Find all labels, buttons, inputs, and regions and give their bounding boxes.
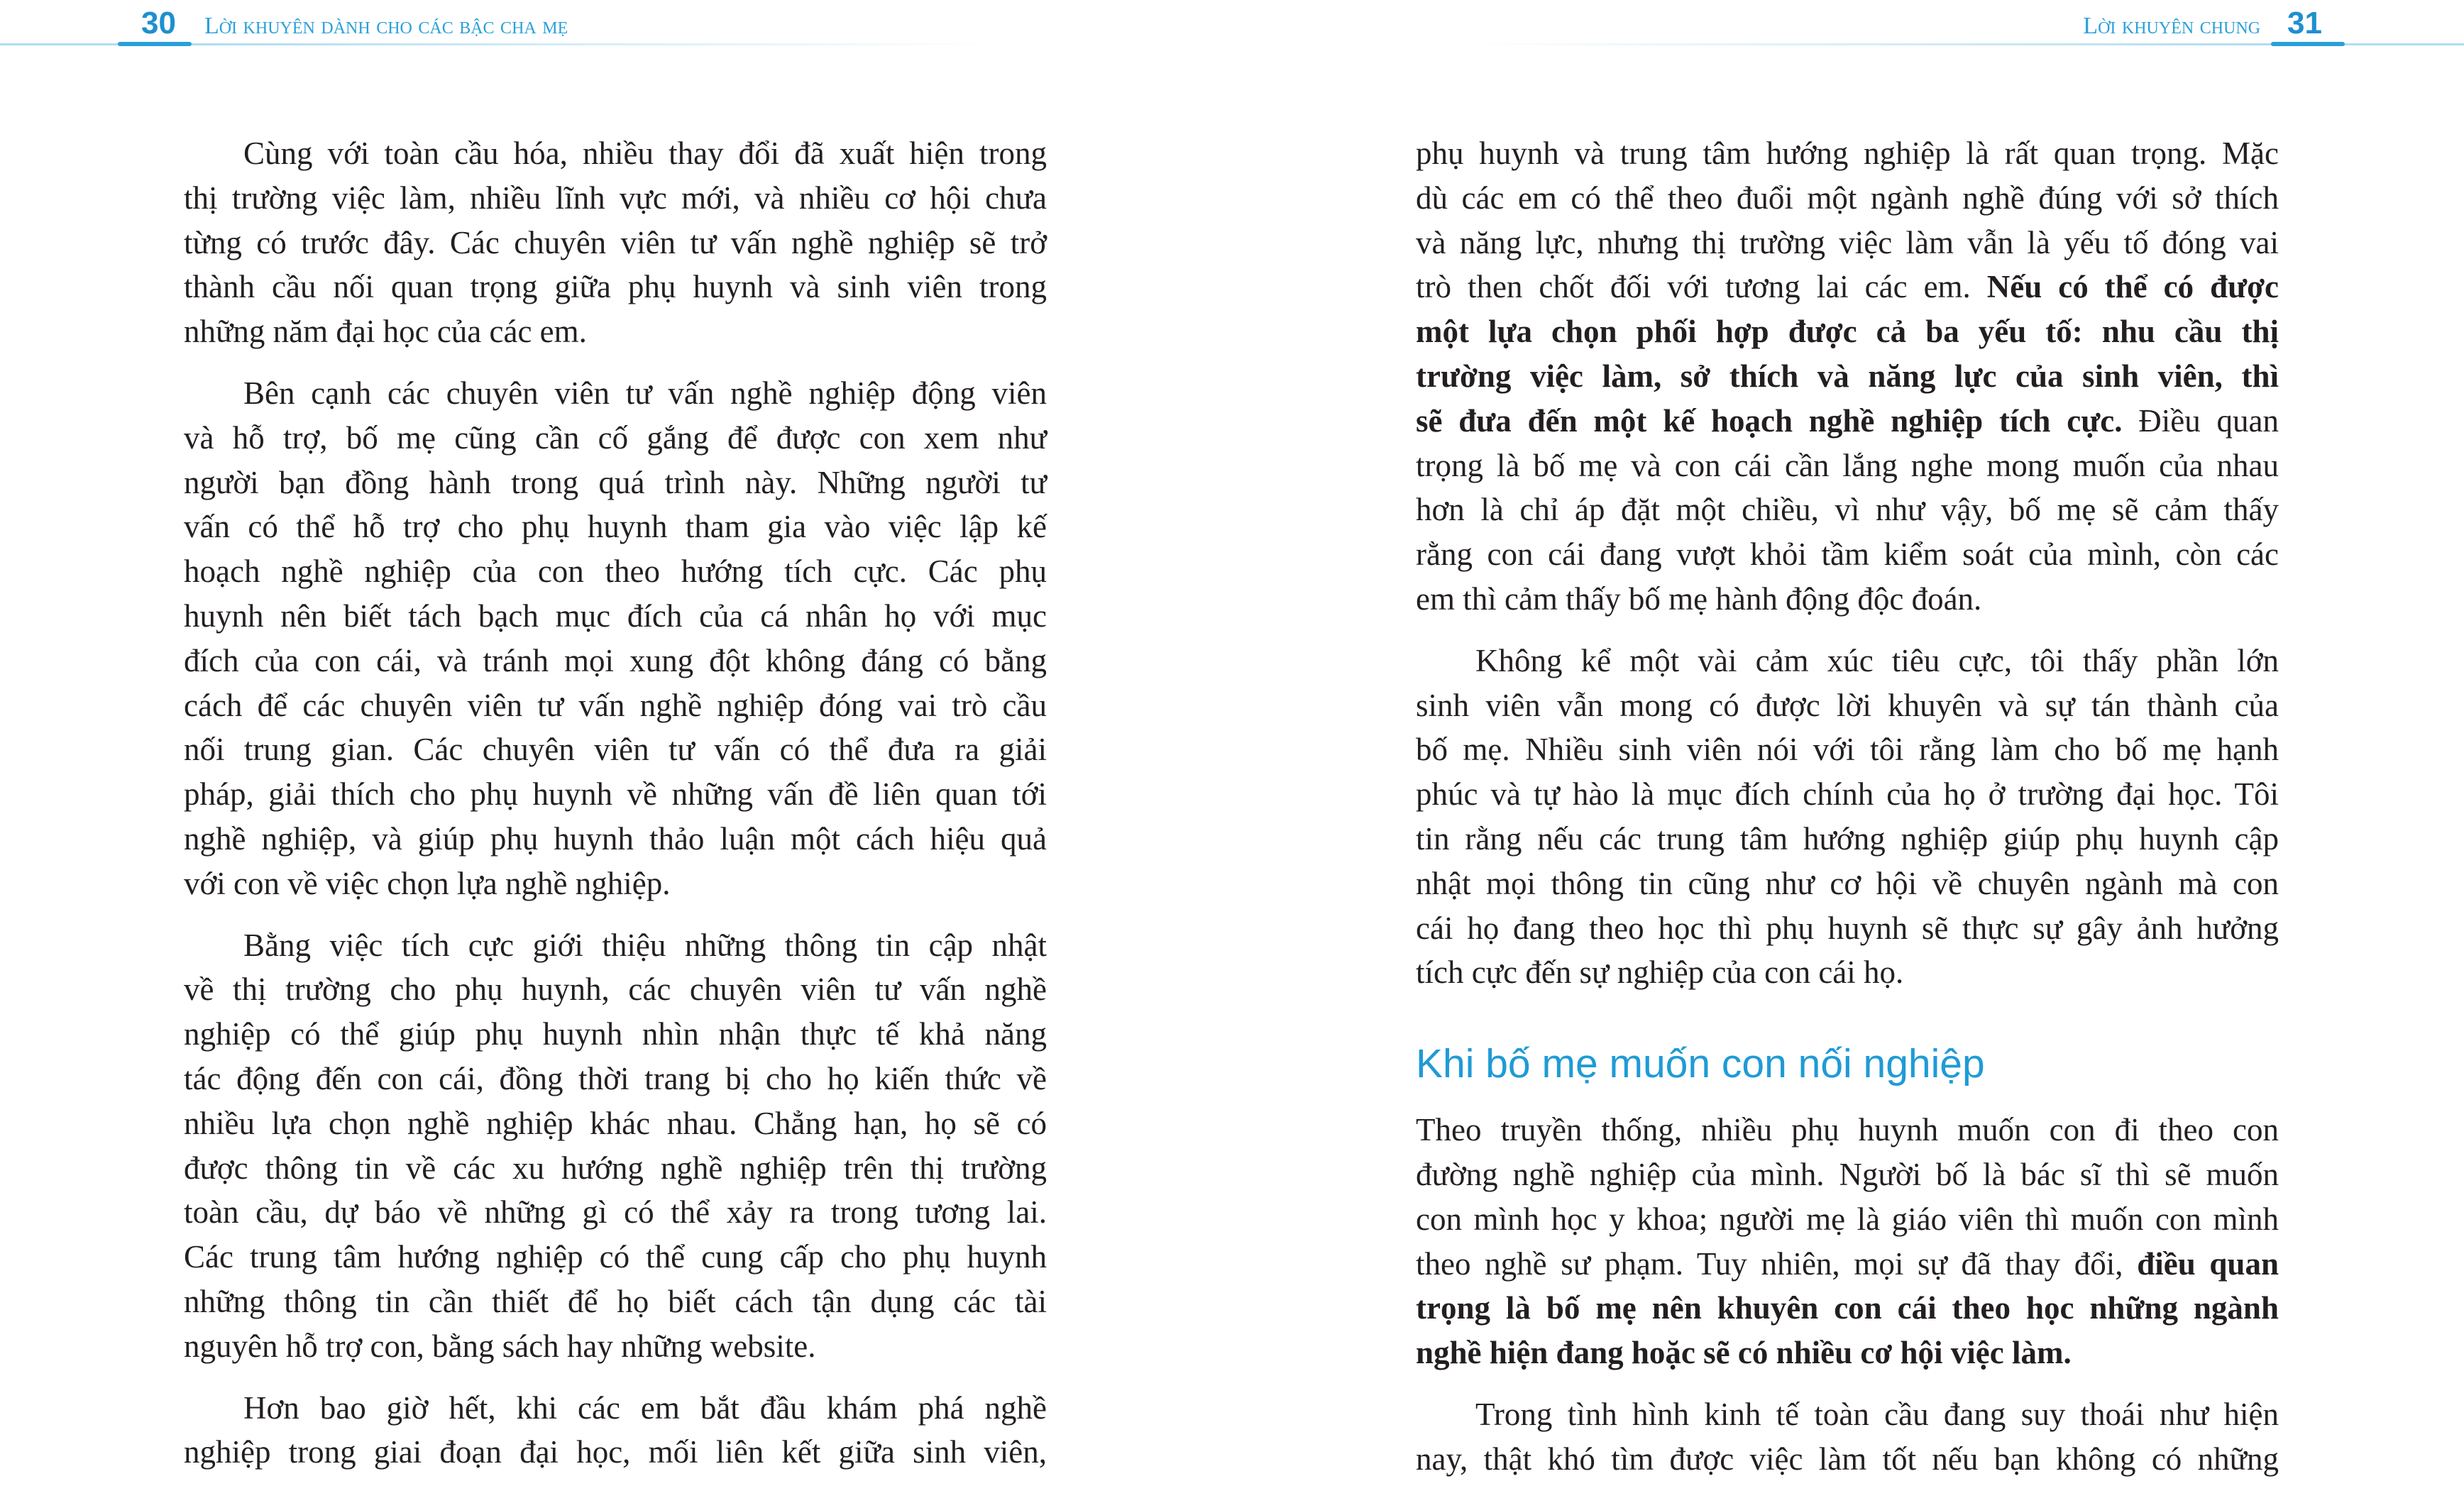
text-line: em thì cảm thấy bố mẹ hành động độc đoán. — [1416, 580, 1982, 617]
text-line: với con về việc chọn lựa nghề nghiệp. — [184, 865, 671, 901]
text-line: nghiệp có thể giúp phụ huynh nhìn nhận thực tế khả năng — [184, 1016, 1047, 1052]
text-line: nối trung gian. Các chuyên viên tư vấn có thể đưa ra giải — [184, 732, 1047, 768]
body-paragraph — [184, 371, 1047, 906]
text-line: về thị trường cho phụ huynh, các chuyên viên tư vấn nghề — [184, 972, 1047, 1008]
text-run: trò then chốt đối với tương lai các em. — [1416, 269, 1987, 305]
header-rule-accent — [118, 42, 192, 46]
text-line: người bạn đồng hành trong quá trình này. Những người tư — [184, 464, 1047, 500]
bold-text-run: điều quan — [2137, 1245, 2279, 1282]
text-line: bố mẹ. Nhiều sinh viên nói với tôi rằng làm cho bố mẹ hạnh — [1416, 732, 2279, 768]
text-line: nhật mọi thông tin cũng như cơ hội về chuyên ngành mà con — [1416, 865, 2279, 901]
text-line: nay, thật khó tìm được việc làm tốt nếu bạn không có những — [1416, 1441, 2279, 1477]
text-line: đường nghề nghiệp của mình. Người bố là bác sĩ thì sẽ muốn — [1416, 1156, 2279, 1192]
body-paragraph — [1416, 1392, 2279, 1482]
text-line: dù các em có thể theo đuổi một ngành nghề đúng với sở thích — [1416, 180, 2279, 216]
body-paragraph — [1416, 639, 2279, 995]
text-line: được thông tin về các xu hướng nghề nghiệp trên thị trường — [184, 1150, 1047, 1186]
text-line: cách để các chuyên viên tư vấn nghề nghiệp đóng vai trò cầu — [184, 687, 1047, 723]
text-line: những năm đại học của các em. — [184, 314, 587, 350]
text-line: toàn cầu, dự báo về những gì có thể xảy ra trong tương lai. — [184, 1194, 1047, 1231]
text-line — [1416, 265, 2279, 309]
text-line: nghề nghiệp, và giúp phụ huynh thảo luận một cách hiệu quả — [184, 820, 1047, 857]
bold-text-run: nghề hiện đang hoặc sẽ có nhiều cơ hội việc làm. — [1416, 1335, 2072, 1371]
text-line: huynh nên biết tách bạch mục đích của cá nhân họ với mục — [184, 598, 1047, 634]
bold-text-run: sẽ đưa đến một kế hoạch nghề nghiệp tích cực. — [1416, 402, 2123, 439]
text-line: Theo truyền thống, nhiều phụ huynh muốn con đi theo con — [1416, 1112, 2279, 1148]
text-line: vấn có thể hỗ trợ cho phụ huynh tham gia vào việc lập kế — [184, 509, 1047, 545]
text-line: Các trung tâm hướng nghiệp có thể cung cấp cho phụ huynh — [184, 1239, 1047, 1275]
header-rule-accent — [2271, 42, 2345, 46]
text-line: tác động đến con cái, đồng thời trang bị cho họ kiến thức về — [184, 1060, 1047, 1096]
body-paragraph — [1416, 1108, 2279, 1375]
text-line: từng có trước đây. Các chuyên viên tư vấn nghề nghiệp sẽ trở — [184, 224, 1047, 260]
body-text-column — [184, 131, 1047, 1475]
bold-text-run: một lựa chọn phối hợp được cả ba yếu tố: nhu cầu thị — [1416, 314, 2279, 350]
text-line: sinh viên vẫn mong có được lời khuyên và sự tán thành của — [1416, 687, 2279, 723]
body-paragraph — [184, 1386, 1047, 1475]
running-head-title: Lời khuyên chung — [2083, 13, 2261, 39]
text-line: pháp, giải thích cho phụ huynh về những vấn đề liên quan tới — [184, 776, 1047, 813]
text-line: Bên cạnh các chuyên viên tư vấn nghề nghiệp động viên — [243, 375, 1047, 411]
text-line: và năng lực, nhưng thị trường việc làm vẫn là yếu tố đóng vai — [1416, 224, 2279, 260]
text-line: nhiều lựa chọn nghề nghiệp khác nhau. Chẳng hạn, họ sẽ có — [184, 1105, 1047, 1141]
section-heading: Khi bố mẹ muốn con nối nghiệp — [1416, 1041, 1985, 1087]
text-run: theo nghề sư phạm. Tuy nhiên, mọi sự đã thay đổi, — [1416, 1245, 2138, 1282]
text-line — [1416, 399, 2279, 444]
text-line: thị trường việc làm, nhiều lĩnh vực mới, và nhiều cơ hội chưa — [184, 180, 1047, 216]
text-line — [1416, 1286, 2279, 1331]
text-line — [1416, 1331, 2279, 1375]
text-line: những thông tin cần thiết để họ biết cách tận dụng các tài — [184, 1283, 1047, 1319]
text-run: Điều quan — [2122, 402, 2279, 439]
page-number: 31 — [2287, 6, 2322, 40]
body-paragraph — [184, 131, 1047, 354]
page-number: 30 — [141, 6, 176, 40]
text-line: hơn là chỉ áp đặt một chiều, vì như vậy, bố mẹ sẽ cảm thấy — [1416, 492, 2279, 528]
text-line: Hơn bao giờ hết, khi các em bắt đầu khám phá nghề — [243, 1389, 1047, 1426]
right-page — [1232, 0, 2464, 1486]
text-line: đích của con cái, và tránh mọi xung đột không đáng có bằng — [184, 642, 1047, 678]
text-line — [1416, 354, 2279, 399]
body-text-column — [1416, 131, 2279, 1482]
text-line — [1416, 309, 2279, 354]
text-line: và hỗ trợ, bố mẹ cũng cần cố gắng để được con xem như — [184, 419, 1047, 456]
text-line: nghiệp trong giai đoạn đại học, mối liên kết giữa sinh viên, — [184, 1434, 1047, 1470]
left-running-head — [141, 6, 568, 48]
text-line: Trong tình hình kinh tế toàn cầu đang suy thoái như hiện — [1475, 1396, 2279, 1432]
text-line: Bằng việc tích cực giới thiệu những thông tin cập nhật — [243, 927, 1047, 963]
text-line: Cùng với toàn cầu hóa, nhiều thay đổi đã xuất hiện trong — [243, 136, 1047, 171]
text-line: cái họ đang theo học thì phụ huynh sẽ thực sự gây ảnh hưởng — [1416, 910, 2279, 946]
bold-text-run: trọng là bố mẹ nên khuyên con cái theo học những ngành — [1416, 1290, 2279, 1326]
text-line — [1416, 1242, 2279, 1287]
text-line: thành cầu nối quan trọng giữa phụ huynh và sinh viên trong — [184, 269, 1047, 305]
bold-text-run: trường việc làm, sở thích và năng lực của sinh viên, thì — [1416, 358, 2279, 394]
text-line: phụ huynh và trung tâm hướng nghiệp là rất quan trọng. Mặc — [1416, 136, 2279, 171]
text-line: tích cực đến sự nghiệp của con cái họ. — [1416, 954, 1904, 991]
text-line: hoạch nghề nghiệp của con theo hướng tích cực. Các phụ — [184, 554, 1047, 590]
text-line: trọng là bố mẹ và con cái cần lắng nghe mong muốn của nhau — [1416, 447, 2279, 483]
running-head-title: Lời khuyên dành cho các bậc cha mẹ — [204, 13, 568, 39]
body-paragraph — [184, 923, 1047, 1369]
text-line: con mình học y khoa; người mẹ là giáo viên thì muốn con mình — [1416, 1201, 2279, 1237]
text-line: tin rằng nếu các trung tâm hướng nghiệp giúp phụ huynh cập — [1416, 820, 2279, 857]
text-line: Không kể một vài cảm xúc tiêu cực, tôi thấy phần lớn — [1475, 642, 2279, 678]
text-line: nguyên hỗ trợ con, bằng sách hay những website. — [184, 1328, 816, 1364]
text-line: phúc và tự hào là mục đích chính của họ ở trường đại học. Tôi — [1416, 776, 2279, 813]
text-line: rằng con cái đang vượt khỏi tầm kiểm soát của mình, còn các — [1416, 536, 2279, 573]
body-paragraph — [1416, 131, 2279, 622]
bold-text-run: Nếu có thể có được — [1986, 269, 2279, 305]
